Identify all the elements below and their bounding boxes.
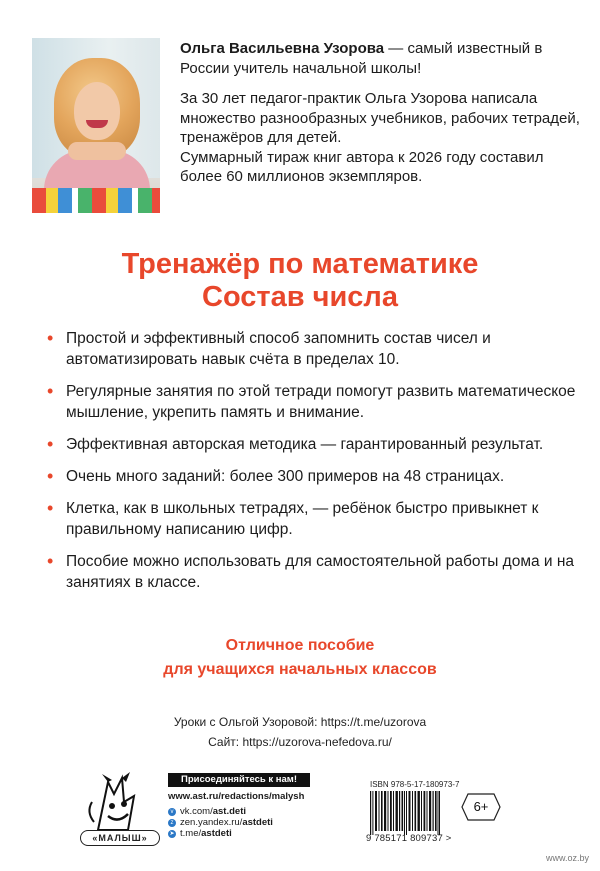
feature-item: • Эффективная авторская методика — гарантированный результат. (47, 434, 587, 455)
author-bio-line: Суммарный тираж книг автора к 2026 году составил более 60 миллионов экземпляров. (180, 148, 544, 185)
social-link-telegram[interactable] (168, 828, 273, 839)
author-name: Ольга Васильевна Узорова (180, 40, 385, 57)
social-prefix: zen.yandex.ru/ (180, 817, 243, 828)
telegram-icon: ➤ (169, 830, 175, 837)
age-rating: 6+ (473, 799, 489, 814)
publisher-url[interactable]: www.ast.ru/redactions/malysh (168, 791, 305, 802)
social-handle: astdeti (242, 817, 273, 828)
promo-line1: Отличное пособие (225, 637, 375, 654)
promo-line2: для учащихся начальных классов (163, 661, 437, 678)
social-prefix: t.me/ (180, 828, 202, 839)
social-handle: ast.deti (212, 806, 246, 817)
vk-icon: v (168, 808, 176, 816)
barcode (370, 791, 440, 835)
social-link-vk[interactable] (168, 806, 273, 817)
book-title-line1: Тренажёр по математике (121, 248, 479, 280)
publisher-logo-word: «МАЛЫШ» (80, 830, 160, 846)
lessons-link[interactable]: Уроки с Ольгой Узоровой: https://t.me/uzorova (173, 715, 427, 729)
feature-item: • Очень много заданий: более 300 примеров на 48 страницах. (47, 466, 587, 487)
feature-item: • Регулярные занятия по этой тетради помогут развить математическое мышление, укрепить память и внимание. (47, 381, 587, 423)
feature-item: • Клетка, как в школьных тетрадях, — ребёнок быстро привыкнет к правильному написанию цифр. (47, 498, 587, 540)
barcode-digits: 9 785171 809737 > (366, 833, 452, 844)
feature-item: • Пособие можно использовать для самостоятельной работы дома и на занятиях в классе. (47, 551, 587, 593)
author-bio-line: За 30 лет педагог-практик Ольга Узорова написала множество разнообразных учебников, рабочих тетрадей, тренажёров для детей. (180, 90, 580, 146)
feature-item: • Простой и эффективный способ запомнить состав чисел и автоматизировать навык счёта в пределах 10. (47, 328, 587, 370)
author-photo (32, 38, 160, 213)
social-link-zen[interactable] (168, 817, 273, 828)
watermark: www.oz.by (546, 853, 590, 863)
author-bio (180, 89, 580, 187)
social-handle: astdeti (201, 828, 232, 839)
zen-icon: z (168, 819, 176, 827)
promo-text (0, 634, 600, 682)
book-title (0, 248, 600, 314)
social-links (168, 806, 273, 839)
book-title-line2: Состав числа (202, 281, 398, 313)
author-links (0, 712, 600, 752)
author-tagline: — самый известный в России учитель начальной школы! (180, 40, 543, 77)
site-link[interactable]: Сайт: https://uzorova-nefedova.ru/ (208, 735, 392, 749)
social-prefix: vk.com/ (180, 806, 213, 817)
publisher-logo-icon (78, 772, 148, 836)
feature-list (47, 328, 587, 604)
author-intro (180, 39, 580, 79)
isbn-text: ISBN 978-5-17-180973-7 (370, 780, 460, 789)
join-us-banner: Присоединяйтесь к нам! (168, 773, 310, 787)
